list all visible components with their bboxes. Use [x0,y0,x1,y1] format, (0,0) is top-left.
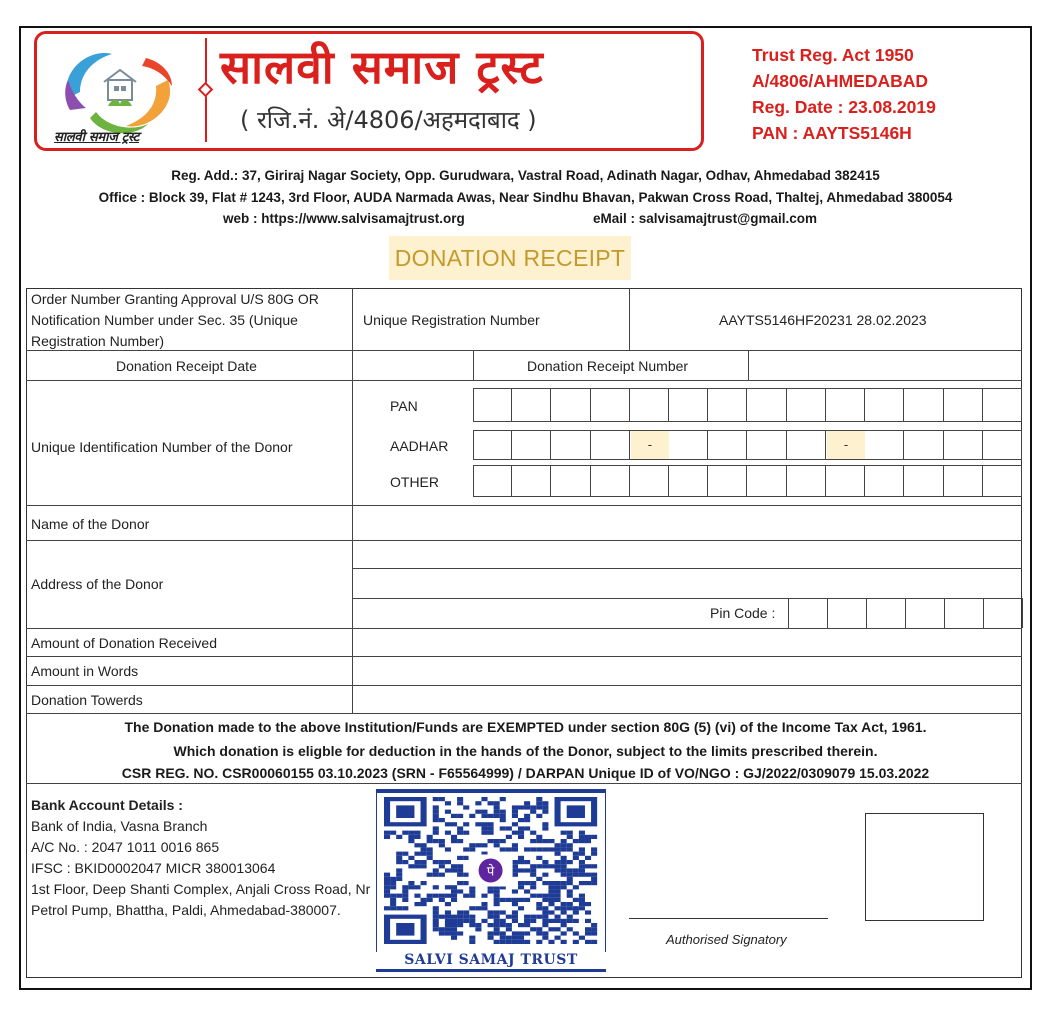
registered-address: Reg. Add.: 37, Giriraj Nagar Society, Opp. Gurudwara, Vastral Road, Adinath Nagar, Odhav, Ahmedabad 382415 [171,168,880,183]
digit-cell[interactable] [748,465,787,497]
row-divider [26,656,1022,657]
receipt-date-label: Donation Receipt Date [116,358,257,374]
bank-line: A/C No. : 2047 1011 0016 865 [31,839,220,855]
row-divider [26,628,1022,629]
digit-cell[interactable] [983,388,1022,422]
receipt-title: DONATION RECEIPT [389,236,631,280]
digit-cell[interactable] [904,388,943,422]
trust-registration: ( रजि.नं. अे/4806/अहमदाबाद ) [240,106,537,134]
qr-center-glyph: पे [486,864,495,880]
bank-line: Petrol Pump, Bhattha, Paldi, Ahmedabad-380007. [31,902,341,918]
bank-line: 1st Floor, Deep Shanti Complex, Anjali Cross Road, Nr [31,881,371,897]
digit-cell[interactable] [630,388,669,422]
digit-cell[interactable] [708,465,747,497]
pin-digit-cell[interactable] [828,599,866,628]
order-number-label: Order Number Granting Approval U/S 80G OR Notification Number under Sec. 35 (Unique Registration Number) [31,291,319,349]
bank-line: IFSC : BKID0002047 MICR 380013064 [31,860,276,876]
signature-line [629,918,828,919]
aadhar-separator-cell: - [631,431,669,459]
digit-cell[interactable] [787,388,826,422]
digit-cell[interactable] [630,465,669,497]
pin-digit-cell[interactable] [984,599,1022,628]
pan-line: PAN : AAYTS5146H [752,123,912,143]
website-link[interactable]: web : https://www.salvisamajtrust.org [223,211,465,226]
column-divider [352,288,353,713]
digit-cell[interactable] [865,465,904,497]
digit-cell[interactable] [591,388,630,422]
other-label: OTHER [390,474,439,490]
digit-cell[interactable] [944,388,983,422]
bank-line: Bank of India, Vasna Branch [31,818,208,834]
row-divider [26,505,1022,506]
row-divider [26,713,1022,714]
donor-address-line-1[interactable] [358,544,1018,566]
digit-cell[interactable] [983,430,1022,460]
pin-digit-cell[interactable] [945,599,983,628]
donation-towards-label: Donation Towerds [31,692,143,708]
payment-qr[interactable] [376,789,606,971]
urn-value[interactable]: AAYTS5146HF20231 28.02.2023 [719,312,927,328]
office-address: Office : Block 39, Flat # 1243, 3rd Floor, AUDA Narmada Awas, Near Sindhu Bhavan, Pakwan Cross Road, Thaltej, Ahmedabad 380054 [98,190,953,205]
pin-cell-divider [1022,598,1023,628]
digit-cell[interactable] [865,388,904,422]
digit-cell[interactable] [512,465,551,497]
deduction-note: Which donation is eligble for deduction in the hands of the Donor, subject to the limits prescribed therein. [173,743,878,759]
donor-name-label: Name of the Donor [31,516,150,532]
amount-field[interactable] [358,632,1018,654]
digit-cell[interactable] [944,430,983,460]
bank-details [31,795,376,921]
email-link[interactable]: eMail : salvisamajtrust@gmail.com [593,211,817,226]
pan-label: PAN [390,398,418,414]
digit-cell[interactable] [904,430,943,460]
digit-cell[interactable] [473,430,512,460]
digit-cell[interactable] [591,465,630,497]
digit-cell[interactable] [748,388,787,422]
row-divider [26,380,1022,381]
aadhar-separator-cell: - [827,431,865,459]
digit-cell[interactable] [944,465,983,497]
digit-cell[interactable] [708,430,747,460]
uid-label: Unique Identification Number of the Donor [31,439,293,455]
digit-cell[interactable] [551,430,590,460]
trust-name: सालवी समाज ट्रस्ट [220,40,544,94]
digit-cell[interactable] [826,388,865,422]
digit-cell[interactable] [826,465,865,497]
donor-address-label: Address of the Donor [31,576,164,592]
reg-number-line: A/4806/AHMEDABAD [752,71,929,91]
donor-address-line-2[interactable] [358,572,1018,594]
pin-code-label: Pin Code : [710,605,776,621]
stamp-box[interactable] [865,813,984,921]
row-divider [26,783,1022,784]
digit-cell[interactable] [787,465,826,497]
digit-cell[interactable] [983,465,1022,497]
digit-cell[interactable] [904,465,943,497]
bank-details-title: Bank Account Details : [31,797,183,813]
pin-digit-cell[interactable] [906,599,944,628]
digit-cell[interactable] [551,465,590,497]
column-divider [473,350,474,380]
digit-cell[interactable] [669,430,708,460]
digit-cell[interactable] [551,388,590,422]
digit-cell[interactable] [669,465,708,497]
amount-words-label: Amount in Words [31,663,139,679]
digit-cell[interactable] [512,388,551,422]
row-divider [352,568,1022,569]
qr-code-icon [384,797,598,947]
reg-date-line: Reg. Date : 23.08.2019 [752,97,936,117]
reg-act-line: Trust Reg. Act 1950 [752,45,914,65]
qr-caption: SALVI SAMAJ TRUST [376,952,606,972]
donor-name-field[interactable] [358,512,1018,536]
row-divider [26,540,1022,541]
digit-cell[interactable] [787,430,826,460]
digit-cell[interactable] [512,430,551,460]
digit-cell[interactable] [473,465,512,497]
digit-cell[interactable] [591,430,630,460]
pin-digit-cell[interactable] [867,599,905,628]
logo-caption: सालवी समाज ट्रस्ट [54,130,140,145]
row-divider [26,685,1022,686]
urn-label: Unique Registration Number [363,312,540,328]
aadhar-label: AADHAR [390,438,449,454]
csr-registration-note: CSR REG. NO. CSR00060155 03.10.2023 (SRN - F65564999) / DARPAN Unique ID of VO/NGO : GJ/2022/0309079 15.03.2022 [121,765,930,781]
donation-towards-field[interactable] [358,689,1018,711]
exemption-note: The Donation made to the above Institution/Funds are EXEMPTED under section 80G (5) (vi) of the Income Tax Act, 1961. [124,719,927,735]
receipt-number-label: Donation Receipt Number [527,358,689,374]
digit-cell[interactable] [865,430,904,460]
amount-label: Amount of Donation Received [31,635,217,651]
amount-words-field[interactable] [358,660,1018,682]
digit-cell[interactable] [669,388,708,422]
digit-cell[interactable] [473,388,512,422]
column-divider [748,350,749,380]
digit-cell[interactable] [708,388,747,422]
column-divider [629,288,630,350]
pin-digit-cell[interactable] [789,599,827,628]
registration-info [752,42,936,146]
digit-cell[interactable] [748,430,787,460]
authorised-signatory-label: Authorised Signatory [666,932,787,947]
